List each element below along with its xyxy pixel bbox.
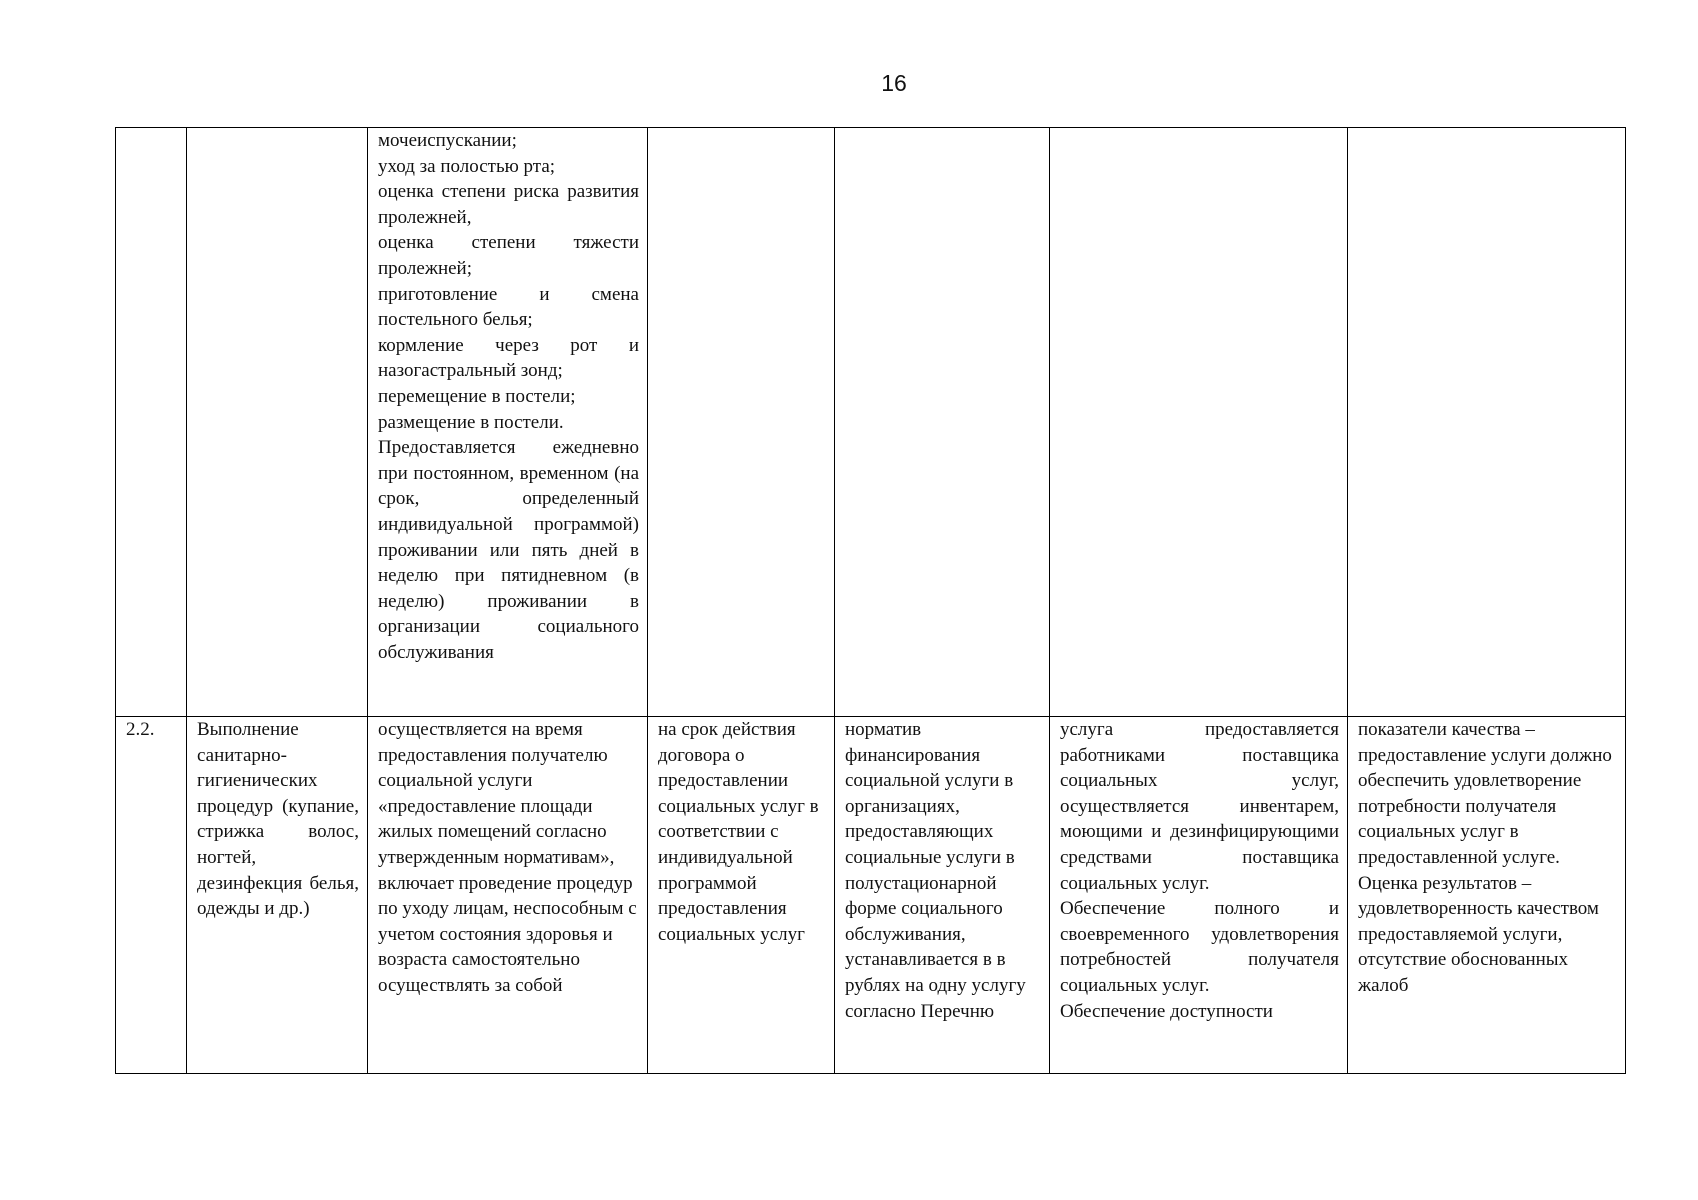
services-table	[115, 127, 1626, 1074]
page-number: 16	[881, 70, 907, 96]
cell-conditions: услуга предоставляется работниками поставщика социальных услуг, осуществляется инвентарем, моющими и дезинфицирующими средствами поставщика социальных услуг. Обеспечение полного и своевременного удовлетворения потребностей получателя социальных услуг. Обеспечение доступности	[1050, 717, 1348, 1074]
cell-quality: показатели качества – предоставление услуги должно обеспечить удовлетворение потребности получателя социальных услуг в предоставленной услуге. Оценка результатов – удовлетворенность качеством предоставляемой услуги, отсутствие обоснованных жалоб	[1348, 717, 1626, 1074]
cell-term	[648, 128, 835, 717]
cell-quality	[1348, 128, 1626, 717]
cell-number: 2.2.	[116, 717, 187, 1074]
cell-number	[116, 128, 187, 717]
cell-conditions	[1050, 128, 1348, 717]
cell-norm: норматив финансирования социальной услуги в организациях, предоставляющих социальные услуги в полустационарной форме социального обслуживания, устанавливается в в рублях на одну услугу согласно Перечню	[835, 717, 1050, 1074]
cell-description: мочеиспускании; уход за полостью рта; оценка степени риска развития пролежней, оценка степени тяжести пролежней; приготовление и смена постельного белья; кормление через рот и назогастральный зонд; перемещение в постели; размещение в постели. Предоставляется ежедневно при постоянном, временном (на срок, определенный индивидуальной программой) проживании или пять дней в неделю при пятидневном (в неделю) проживании в организации социального обслуживания	[368, 128, 648, 717]
cell-service-name: Выполнение санитарно-гигиенических процедур (купание, стрижка волос, ногтей, дезинфекция белья, одежды и др.)	[187, 717, 368, 1074]
cell-norm	[835, 128, 1050, 717]
table-row	[116, 128, 1626, 717]
cell-description: осуществляется на время предоставления получателю социальной услуги «предоставление площади жилых помещений согласно утвержденным нормативам», включает проведение процедур по уходу лицам, неспособным с учетом состояния здоровья и возраста самостоятельно осуществлять за собой	[368, 717, 648, 1074]
cell-service-name	[187, 128, 368, 717]
table-row	[116, 717, 1626, 1074]
cell-term: на срок действия договора о предоставлении социальных услуг в соответствии с индивидуальной программой предоставления социальных услуг	[648, 717, 835, 1074]
